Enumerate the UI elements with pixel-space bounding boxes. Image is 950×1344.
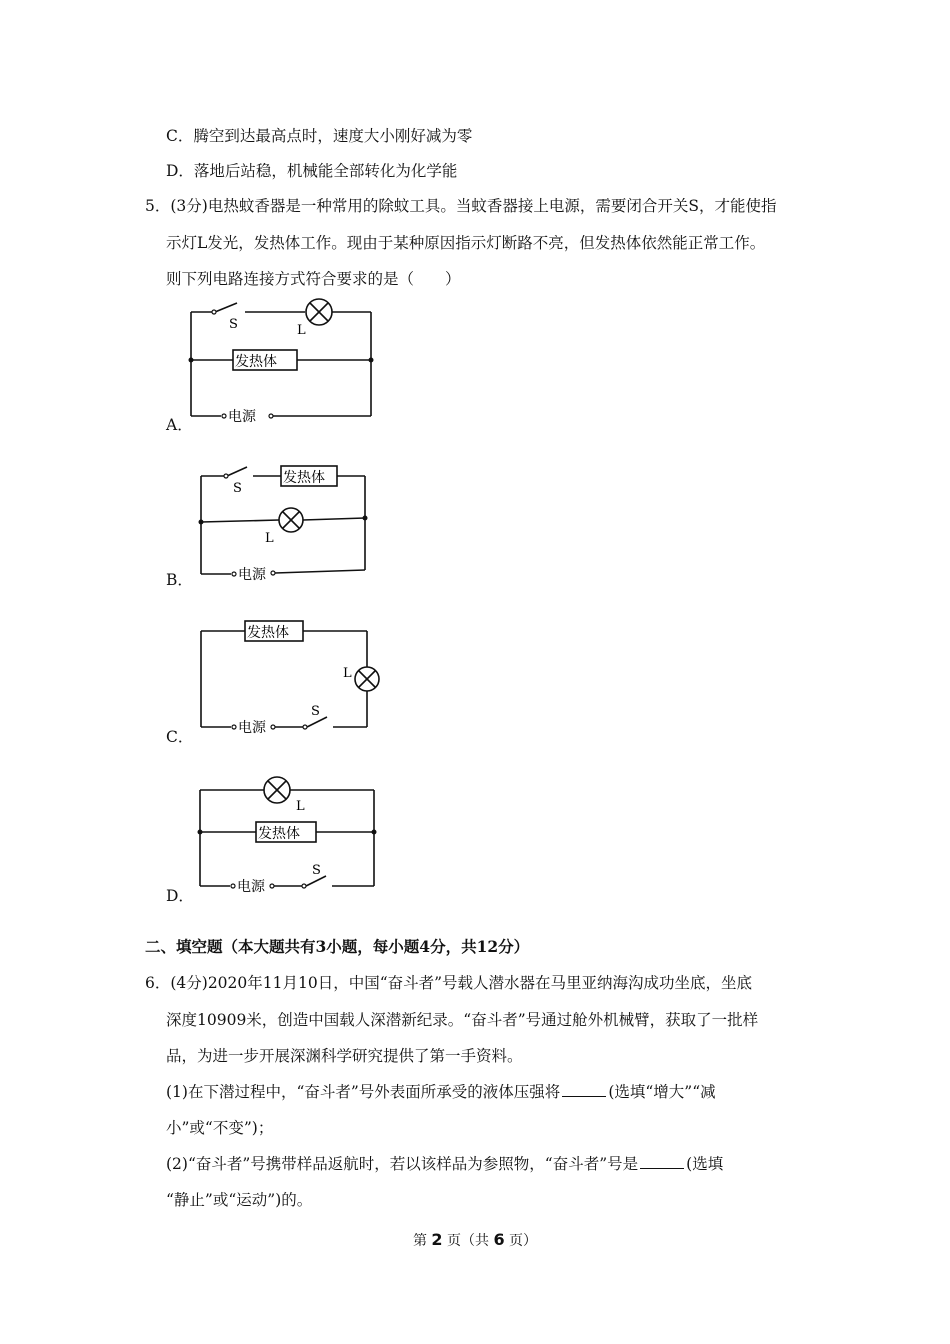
q5-a-source-label: 电源 [228, 409, 256, 425]
q5-option-a-label: A． [166, 416, 193, 434]
q6-stem-line2: 深度10909米，创造中国载人深潜新纪录。“奋斗者”号通过舱外机械臂，获取了一批样 [166, 1011, 759, 1029]
q5-d-source-label: 电源 [237, 879, 265, 895]
q6-part2-text-a: (2)“奋斗者”号携带样品返航时，若以该样品为参照物，“奋斗者”号是 [166, 1155, 639, 1173]
q5-circuit-c [195, 615, 385, 740]
q5-stem-line1: 5．(3分)电热蚊香器是一种常用的除蚊工具。当蚊香器接上电源，需要闭合开关S，才能使指 [145, 197, 777, 215]
q5-b-switch-label: S [233, 481, 242, 496]
q6-part2-line2: “静止”或“运动”)的。 [166, 1191, 313, 1209]
q5-c-heater-label: 发热体 [247, 625, 289, 641]
q6-part1-answer-blank[interactable] [562, 1082, 606, 1097]
q5-stem-line3: 则下列电路连接方式符合要求的是（ ） [166, 270, 461, 288]
q5-circuit-a [185, 300, 385, 425]
footer-suffix: 页） [509, 1233, 538, 1249]
q6-part1-text-b: (选填“增大”“减 [608, 1083, 716, 1101]
q5-b-source-label: 电源 [238, 567, 266, 583]
q5-circuit-b [195, 460, 375, 585]
q5-option-d-label: D． [166, 887, 194, 905]
q5-a-lamp-label: L [297, 323, 306, 338]
q6-part1-line2: 小”或“不变”)； [166, 1119, 274, 1137]
q5-d-lamp-label: L [296, 799, 305, 814]
q5-b-lamp-label: L [265, 531, 274, 546]
footer-page-number: 2 [431, 1230, 443, 1249]
q5-d-switch-label: S [312, 863, 321, 878]
q6-part1-line1 [166, 1082, 716, 1102]
q5-d-heater-label: 发热体 [258, 826, 300, 842]
page-footer [0, 1230, 950, 1250]
q6-stem-line3: 品，为进一步开展深渊科学研究提供了第一手资料。 [166, 1047, 523, 1065]
q6-part2-answer-blank[interactable] [640, 1154, 684, 1169]
q5-c-lamp-label: L [343, 666, 352, 681]
section-heading: 二、填空题（本大题共有3小题，每小题4分，共12分） [145, 937, 530, 956]
q6-part1-text-a: (1)在下潜过程中，“奋斗者”号外表面所承受的液体压强将 [166, 1083, 561, 1101]
q4-option-d: D．落地后站稳，机械能全部转化为化学能 [166, 162, 458, 180]
footer-prefix: 第 [412, 1233, 427, 1249]
q6-part2-text-b: (选填 [686, 1155, 724, 1173]
q4-option-c: C．腾空到达最高点时，速度大小刚好减为零 [166, 127, 473, 145]
q5-option-c-label: C． [166, 728, 194, 746]
q5-stem-line2: 示灯L发光，发热体工作。现由于某种原因指示灯断路不亮，但发热体依然能正常工作。 [166, 234, 766, 252]
footer-middle: 页（共 [447, 1233, 489, 1249]
q6-stem-line1: 6．(4分)2020年11月10日，中国“奋斗者”号载人潜水器在马里亚纳海沟成功坐底，坐底 [145, 974, 753, 992]
q5-c-switch-label: S [311, 704, 320, 719]
q6-part2-line1 [166, 1154, 723, 1174]
q5-a-switch-label: S [229, 317, 238, 332]
q5-b-heater-label: 发热体 [283, 470, 325, 486]
q5-c-source-label: 电源 [238, 720, 266, 736]
footer-total-pages: 6 [493, 1230, 505, 1249]
q5-option-b-label: B． [166, 571, 193, 589]
q5-circuit-d [192, 770, 382, 895]
q5-a-heater-label: 发热体 [235, 354, 277, 370]
